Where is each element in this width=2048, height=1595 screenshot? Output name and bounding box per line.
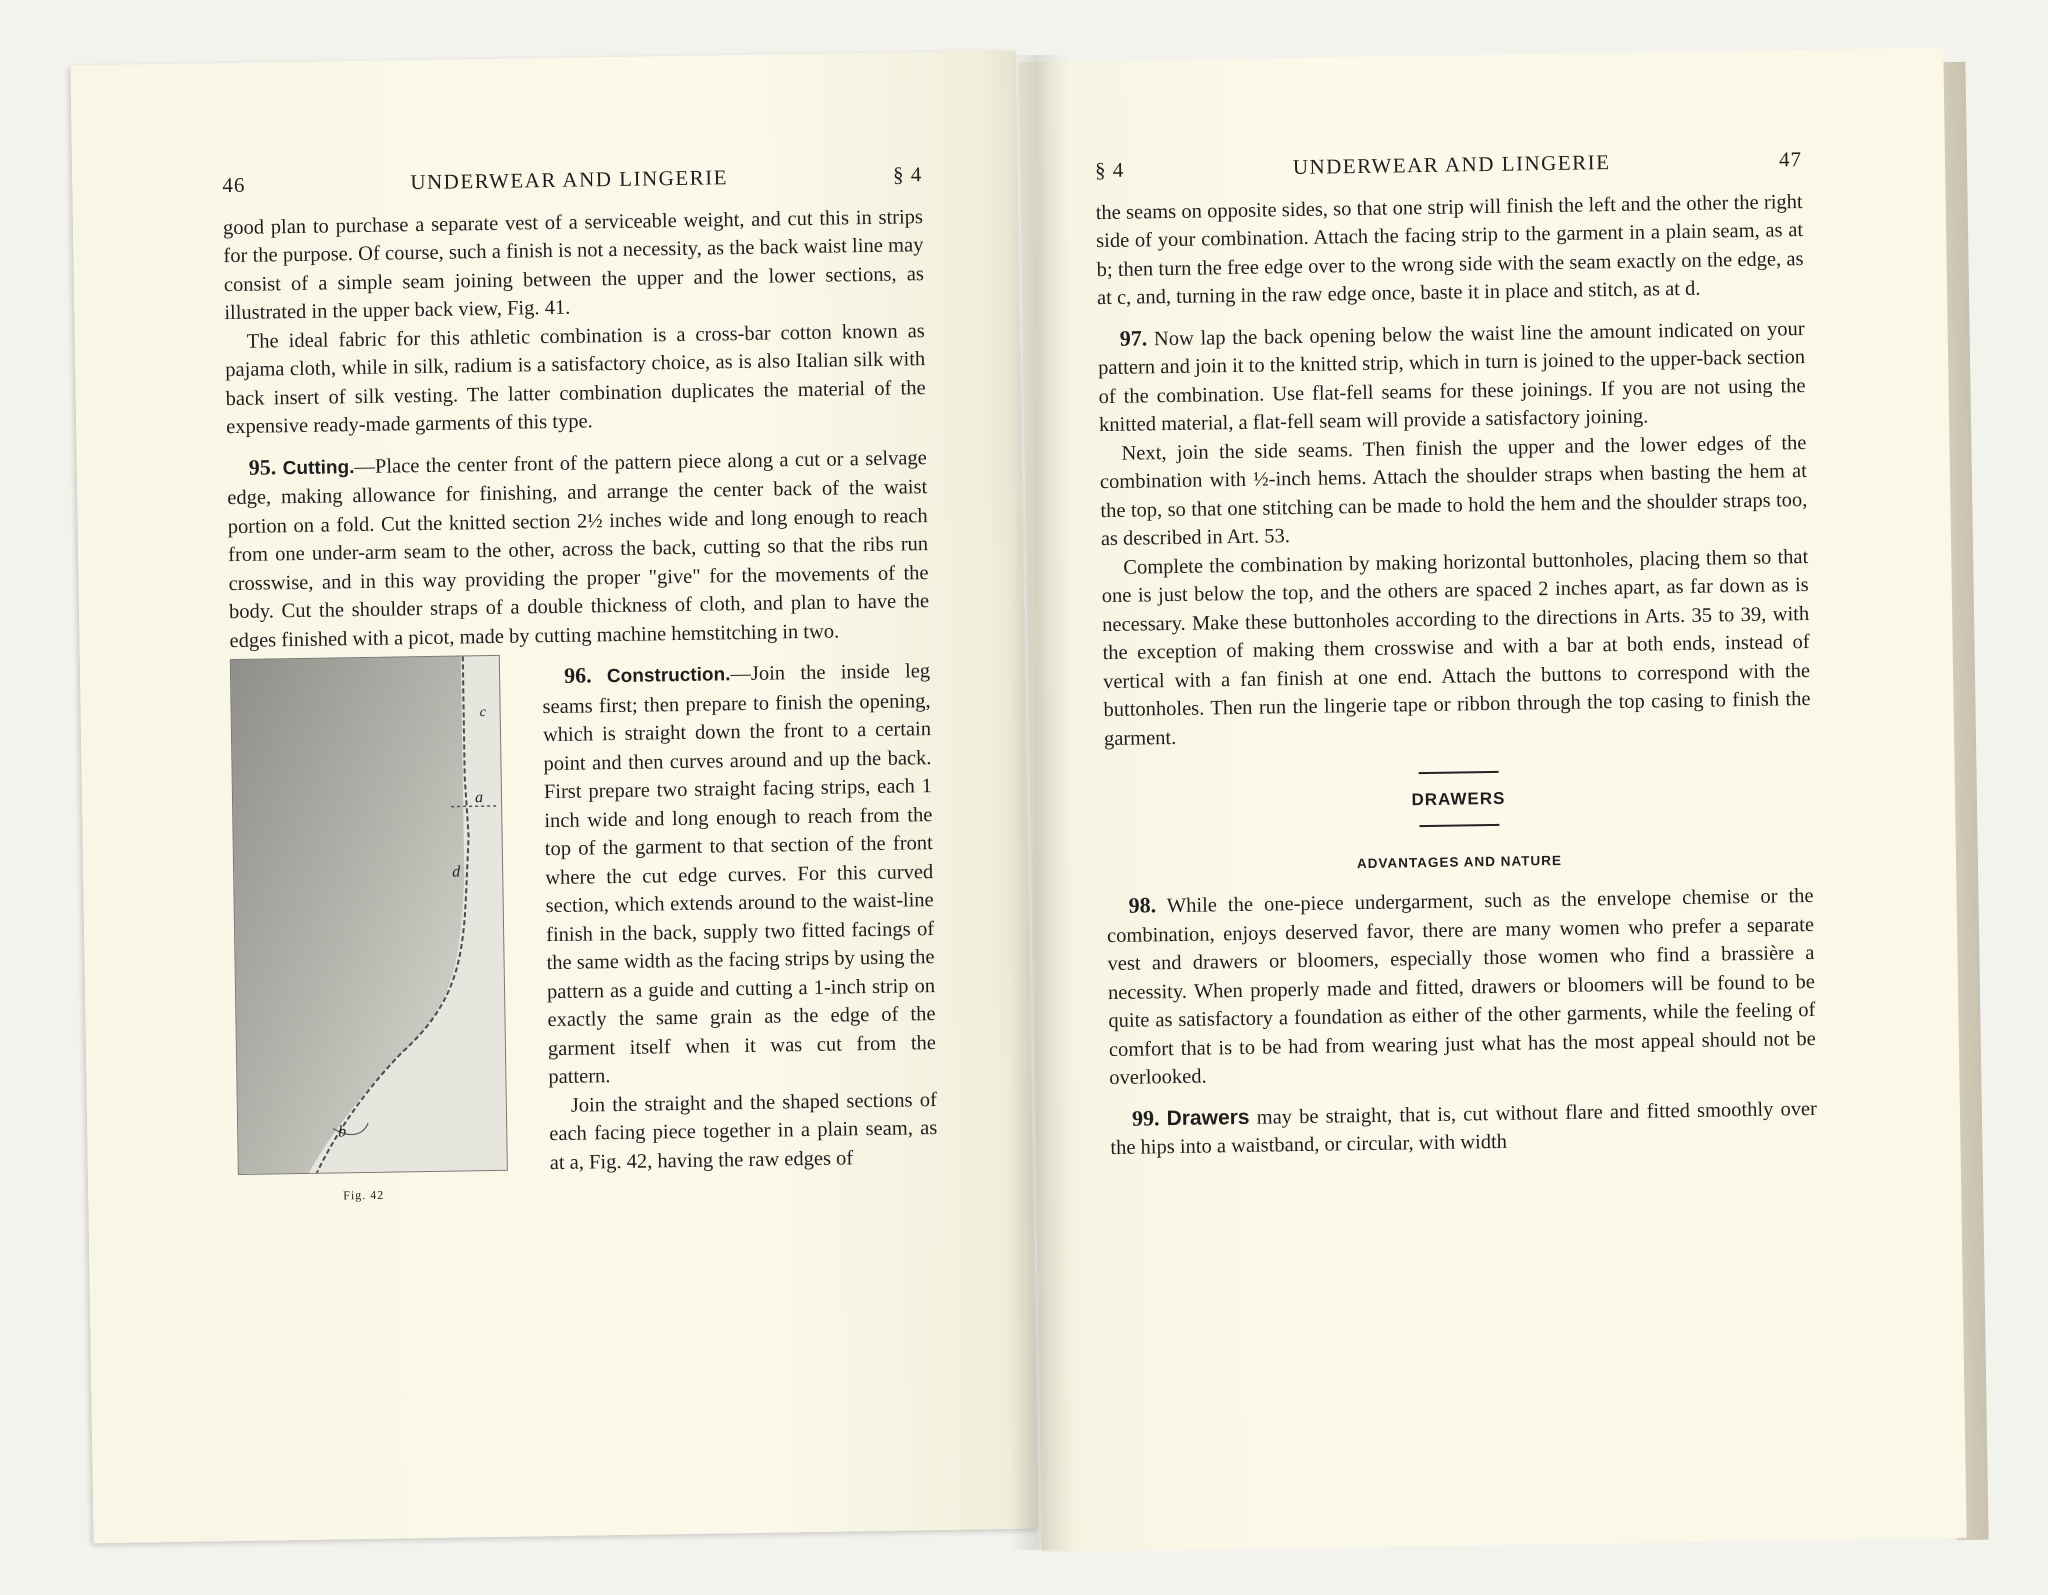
figure-42-caption: Fig. 42 [343, 1187, 385, 1203]
left-running-head [222, 160, 922, 199]
article-99-heading: Drawers [1166, 1105, 1250, 1130]
paragraph-intro-1: good plan to purchase a separate vest of a serviceable weight, and cut this in strips for the purpose. Of course, such a finish is not a necessity, as the back waist line may consist of a simple seam joining between the upper and the lower sections, as illustrated in the upper back view, Fig. 41. [222, 205, 924, 325]
paragraph-continued: the seams on opposite sides, so that one strip will finish the left and the other the right side of your combination. Attach the facing strip to the garment in a plain seam, as at b; then turn the free edge over to the wrong side with the seam exactly on the edge, as at c, and, turning in the raw edge once, baste it in place and stitch, as at d. [1095, 190, 1804, 310]
paragraph-join: Join the straight and the shaped sections of each facing piece together in a plain seam, as at a, Fig. 42, having the raw edges of [549, 1088, 938, 1174]
article-95-text: —Place the center front of the pattern piece along a cut or a selvage edge, making allowance for finishing, and arrange the center back of the waist portion on a fold. Cut the knitted section 2½ inches wide and long enough to reach from one under-arm seam to the other, across the back, cutting so that the ribs run crosswise, and in this way providing the proper "give" for the movements of the body. Cut the shoulder straps of a double thickness of cloth, and plan to have the edges finished with a picot, made by cutting machine hemstitching in two. [227, 446, 930, 652]
right-running-title: UNDERWEAR AND LINGERIE [1292, 150, 1611, 180]
article-96-number: 96. [563, 662, 592, 688]
figure-42-illustration [230, 655, 508, 1175]
figure-42-label-b: b [338, 1123, 347, 1141]
article-99-number: 99. [1131, 1104, 1160, 1131]
article-98 [1106, 881, 1816, 1093]
left-running-title: UNDERWEAR AND LINGERIE [410, 165, 729, 195]
left-page [70, 51, 1038, 1544]
paragraph-complete: Complete the combination by making horizontal buttonholes, placing them so that one is just below the top, and the others are spaced 2 inches apart, as far down as is necessary. Make these buttonholes according to the directions in Arts. 35 to 39, with the exception of making them crosswise and with a bar at both ends, instead of vertical with a fan finish at one end. Attach the buttons to correspond with the buttonholes. Then run the lingerie tape or ribbon through the top casing to finish the garment. [1101, 545, 1811, 750]
article-96-text: —Join the inside leg seams first; then prepare to finish the opening, which is straight down the front to a certain point and then curves around and up the back. First prepare two straight facing strips, each 1 inch wide and long enough to reach from the top of the garment to that section of the front where the cut edge curves. For this curved section, which extends around to the waist-line finish in the back, supply two fitted facings of the same width as the facing strips by using the pattern as a guide and cutting a 1-inch strip on exactly the same grain as the edge of the garment itself when it was cut from the pattern. [542, 660, 937, 1089]
right-running-head [1095, 145, 1802, 185]
article-97 [1097, 314, 1806, 440]
article-97-number: 97. [1119, 324, 1148, 351]
article-97-text: Now lap the back opening below the waist line the amount indicated on your pattern and join it to the knitted strip, which in turn is joined to the upper-back section of the combination. Use flat-fell seams for these joinings. If you are not using the knitted material, a flat-fell seam will provide a satisfactory joining. [1097, 317, 1806, 437]
article-95 [227, 443, 930, 655]
figure-42 [230, 655, 521, 1212]
spine-shadow [1010, 55, 1070, 1550]
article-98-text: While the one-piece undergarment, such as the envelope chemise or the combination, enjoys deserved favor, there are many women who prefer a separate vest and drawers or bloomers, especially those women who find a brassière a necessity. When properly made and fitted, drawers or bloomers will be found to be quite as satisfactory a foundation as either of the other garments, while the feeling of comfort that is to be had from wearing just what has the most appeal should not be overlooked. [1106, 884, 1816, 1090]
figure-42-label-a: a [474, 789, 484, 807]
left-page-content [222, 160, 938, 1217]
figure-42-label-c: c [479, 705, 487, 721]
left-section-mark: § 4 [892, 162, 923, 187]
article-96-heading: Construction. [606, 664, 731, 688]
section-title-drawers: DRAWERS [1411, 788, 1506, 810]
right-section-mark: § 4 [1094, 157, 1125, 183]
figure-42-label-d: d [452, 863, 461, 881]
left-page-number: 46 [222, 172, 246, 198]
paragraph-intro-2: The ideal fabric for this athletic combination is a cross-bar cotton known as pajama cloth, while in silk, radium is a satisfactory choice, as is also Italian silk with back insert of silk vesting. The latter combination duplicates the material of the expensive ready-made garments of this type. [225, 319, 926, 439]
article-99 [1110, 1093, 1818, 1162]
right-page-content [1095, 145, 1818, 1162]
right-page [1018, 48, 1966, 1552]
article-95-heading: Cutting. [282, 456, 355, 479]
right-page-number: 47 [1778, 147, 1803, 172]
paragraph-next: Next, join the side seams. Then finish the upper and the lower edges of the combination with ½-inch hems. Attach the shoulder straps when basting the hem at the top, so that one stitching can be made to hold the hem and the shoulder straps too, as described in Art. 53. [1099, 431, 1808, 551]
article-99-text: may be straight, that is, cut without flare and fitted smoothly over the hips into a waistband, or circular, with width [1110, 1097, 1818, 1160]
article-98-number: 98. [1128, 892, 1157, 918]
rule-above-drawers [1418, 771, 1498, 774]
rule-below-drawers [1419, 823, 1499, 826]
article-95-number: 95. [248, 453, 277, 480]
subsection-title: ADVANTAGES AND NATURE [1356, 852, 1563, 871]
